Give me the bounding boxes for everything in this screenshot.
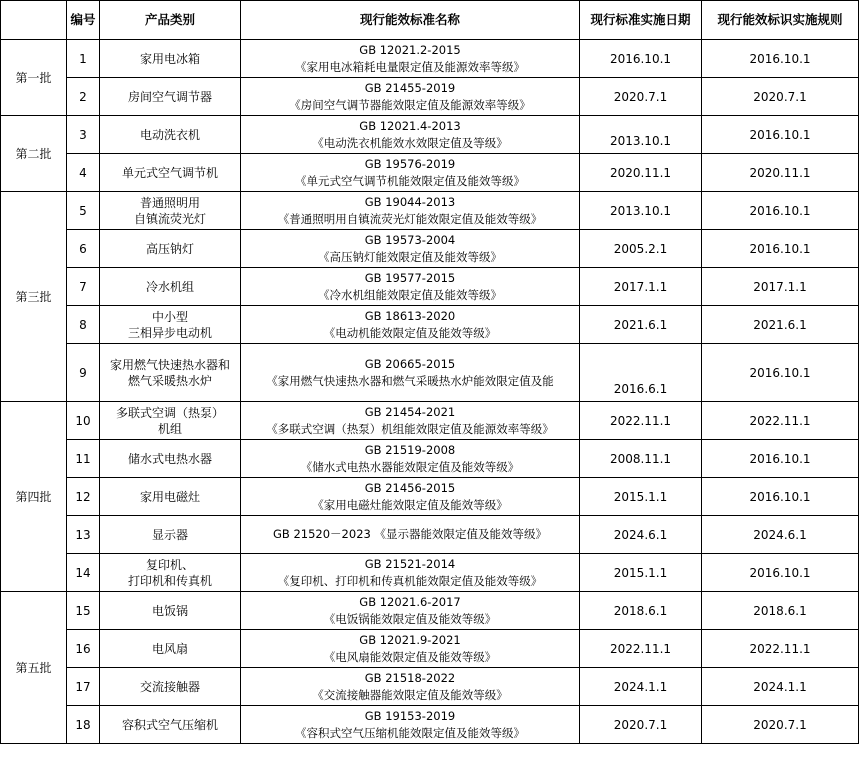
standard-code: GB 12021.2-2015 [359,42,461,57]
standard-name [241,630,580,668]
category-line: 自镇流荧光灯 [133,211,206,226]
label-rule-date: 2018.6.1 [702,592,859,630]
product-category [100,478,241,516]
batch-cell: 第二批 [1,116,67,192]
label-rule-date: 2016.10.1 [702,344,859,402]
standard-code: GB 12021.6-2017 [359,594,461,609]
standard-title: 《电饭锅能效限定值及能效等级》 [323,611,497,626]
category-line: 高压钠灯 [145,241,194,256]
standard-name [241,440,580,478]
batch-cell: 第一批 [1,40,67,116]
label-rule-date: 2016.10.1 [702,40,859,78]
row-number: 7 [67,268,100,306]
standard-title: 《高压钠灯能效限定值及能效等级》 [318,249,502,264]
impl-date: 2015.1.1 [580,478,702,516]
standard-title: 《多联式空调（热泵）机组能效限定值及能源效率等级》 [266,421,554,436]
row-number: 6 [67,230,100,268]
table-row [1,154,859,192]
impl-date: 2005.2.1 [580,230,702,268]
label-rule-date: 2022.11.1 [702,630,859,668]
table-row [1,402,859,440]
standard-name [241,78,580,116]
label-rule-date: 2016.10.1 [702,116,859,154]
impl-date: 2020.7.1 [580,706,702,744]
category-line: 家用燃气快速热水器和 [109,357,230,372]
impl-date: 2013.10.1 [580,192,702,230]
label-rule-date: 2016.10.1 [702,440,859,478]
row-number: 9 [67,344,100,402]
impl-date: 2020.7.1 [580,78,702,116]
row-number: 3 [67,116,100,154]
impl-date: 2015.1.1 [580,554,702,592]
header-number: 编号 [67,1,100,40]
category-line: 电饭锅 [151,603,188,618]
table-row [1,78,859,116]
impl-date: 2013.10.1 [580,116,702,154]
header-standard: 现行能效标准名称 [241,1,580,40]
product-category [100,192,241,230]
standard-title: 《容积式空气压缩机能效限定值及能效等级》 [295,725,525,740]
product-category [100,592,241,630]
label-rule-date: 2016.10.1 [702,192,859,230]
standard-title: 《普通照明用自镇流荧光灯能效限定值及能效等级》 [277,211,543,226]
standard-title: 《单元式空气调节机能效限定值及能效等级》 [295,173,525,188]
standard-name [241,192,580,230]
product-category [100,154,241,192]
table-row [1,630,859,668]
product-category [100,78,241,116]
product-category [100,402,241,440]
row-number: 8 [67,306,100,344]
category-line: 普通照明用 [139,195,200,210]
category-line: 储水式电热水器 [127,451,212,466]
batch-cell: 第三批 [1,192,67,402]
category-line: 电动洗衣机 [139,127,200,142]
table-row [1,592,859,630]
impl-date: 2022.11.1 [580,630,702,668]
category-line: 家用电磁灶 [139,489,200,504]
label-rule-date: 2021.6.1 [702,306,859,344]
table-row [1,116,859,154]
category-line: 显示器 [151,527,188,542]
standard-title: 《储水式电热水器能效限定值及能效等级》 [300,459,520,474]
standard-title: 《房间空气调节器能效限定值及能源效率等级》 [289,97,531,112]
row-number: 4 [67,154,100,192]
standard-title: 《电动洗衣机能效水效限定值及等级》 [312,135,508,150]
category-line: 机组 [157,421,182,436]
label-rule-date: 2024.1.1 [702,668,859,706]
product-category [100,344,241,402]
row-number: 5 [67,192,100,230]
table-row [1,440,859,478]
batch-cell: 第五批 [1,592,67,744]
category-line: 房间空气调节器 [127,89,212,104]
category-line: 单元式空气调节机 [121,165,218,180]
standard-code: GB 20665-2015 [364,356,456,371]
table-row [1,40,859,78]
impl-date: 2021.6.1 [580,306,702,344]
standard-code: GB 19577-2015 [364,270,456,285]
standard-name [241,402,580,440]
category-line: 三相异步电动机 [127,325,212,340]
standard-title: 《复印机、打印机和传真机能效限定值及能效等级》 [277,573,543,588]
standard-code: GB 21520－2023 《显示器能效限定值及能效等级》 [273,527,547,541]
category-line: 多联式空调（热泵） [115,405,224,420]
standard-name [241,668,580,706]
impl-date: 2016.10.1 [580,40,702,78]
product-category [100,306,241,344]
label-rule-date: 2020.11.1 [702,154,859,192]
row-number: 13 [67,516,100,554]
category-line: 交流接触器 [139,679,200,694]
product-category [100,554,241,592]
product-category [100,630,241,668]
row-number: 14 [67,554,100,592]
header-category: 产品类别 [100,1,241,40]
label-rule-date: 2024.6.1 [702,516,859,554]
product-category [100,40,241,78]
row-number: 12 [67,478,100,516]
product-category [100,706,241,744]
standard-title: 《冷水机组能效限定值及能效等级》 [318,287,502,302]
standard-title: 《电动机能效限定值及能效等级》 [323,325,497,340]
standard-name [241,706,580,744]
standard-name [241,554,580,592]
standard-name [241,154,580,192]
table-row [1,516,859,554]
standard-name [241,478,580,516]
label-rule-date: 2020.7.1 [702,78,859,116]
standard-name [241,306,580,344]
standard-code: GB 18613-2020 [364,308,456,323]
header-row [1,1,859,40]
header-batch [1,1,67,40]
standard-code: GB 19573-2004 [364,232,456,247]
category-line: 家用电冰箱 [139,51,200,66]
row-number: 2 [67,78,100,116]
row-number: 11 [67,440,100,478]
row-number: 17 [67,668,100,706]
product-category [100,668,241,706]
standard-name [241,40,580,78]
label-rule-date: 2016.10.1 [702,478,859,516]
label-rule-date: 2016.10.1 [702,554,859,592]
standard-code: GB 19153-2019 [364,708,456,723]
product-category [100,230,241,268]
product-category [100,516,241,554]
impl-date: 2018.6.1 [580,592,702,630]
table-row [1,192,859,230]
standard-code: GB 21518-2022 [364,670,456,685]
row-number: 10 [67,402,100,440]
label-rule-date: 2022.11.1 [702,402,859,440]
standard-title: 《家用电磁灶能效限定值及能效等级》 [312,497,508,512]
standard-name [241,268,580,306]
row-number: 1 [67,40,100,78]
table-row [1,344,859,402]
standard-code: GB 19044-2013 [364,194,456,209]
row-number: 16 [67,630,100,668]
product-category [100,440,241,478]
standard-title: 《电风扇能效限定值及能效等级》 [323,649,497,664]
impl-date: 2024.6.1 [580,516,702,554]
table-row [1,306,859,344]
category-line: 电风扇 [151,641,188,656]
standard-code: GB 21455-2019 [364,80,456,95]
standard-title: 《家用电冰箱耗电量限定值及能源效率等级》 [295,59,525,74]
label-rule-date: 2020.7.1 [702,706,859,744]
standard-name [241,344,580,402]
category-line: 中小型 [151,309,188,324]
header-label-rule: 现行能效标识实施规则 [702,1,859,40]
standard-code: GB 21521-2014 [364,556,456,571]
impl-date: 2020.11.1 [580,154,702,192]
category-line: 燃气采暖热水炉 [127,373,212,388]
category-line: 容积式空气压缩机 [121,717,218,732]
impl-date: 2017.1.1 [580,268,702,306]
table-row [1,230,859,268]
impl-date: 2008.11.1 [580,440,702,478]
category-line: 复印机、 [145,557,194,572]
table-row [1,554,859,592]
standard-name [241,516,580,554]
product-category [100,116,241,154]
standard-name [241,592,580,630]
batch-cell: 第四批 [1,402,67,592]
category-line: 打印机和传真机 [127,573,212,588]
standard-code: GB 21454-2021 [364,404,456,419]
table-row [1,478,859,516]
standard-code: GB 21519-2008 [364,442,456,457]
label-rule-date: 2016.10.1 [702,230,859,268]
standard-title: 《交流接触器能效限定值及能效等级》 [312,687,508,702]
header-impl-date: 现行标准实施日期 [580,1,702,40]
standard-name [241,230,580,268]
standard-code: GB 12021.4-2013 [359,118,461,133]
standard-code: GB 21456-2015 [364,480,456,495]
standard-name [241,116,580,154]
impl-date: 2016.6.1 [580,344,702,402]
table-row [1,668,859,706]
table-row [1,706,859,744]
row-number: 18 [67,706,100,744]
category-line: 冷水机组 [145,279,194,294]
impl-date: 2022.11.1 [580,402,702,440]
label-rule-date: 2017.1.1 [702,268,859,306]
standard-code: GB 12021.9-2021 [359,632,461,647]
product-category [100,268,241,306]
table-row [1,268,859,306]
impl-date: 2024.1.1 [580,668,702,706]
row-number: 15 [67,592,100,630]
standard-code: GB 19576-2019 [364,156,456,171]
standard-title: 《家用燃气快速热水器和燃气采暖热水炉能效限定值及能 [266,373,554,388]
